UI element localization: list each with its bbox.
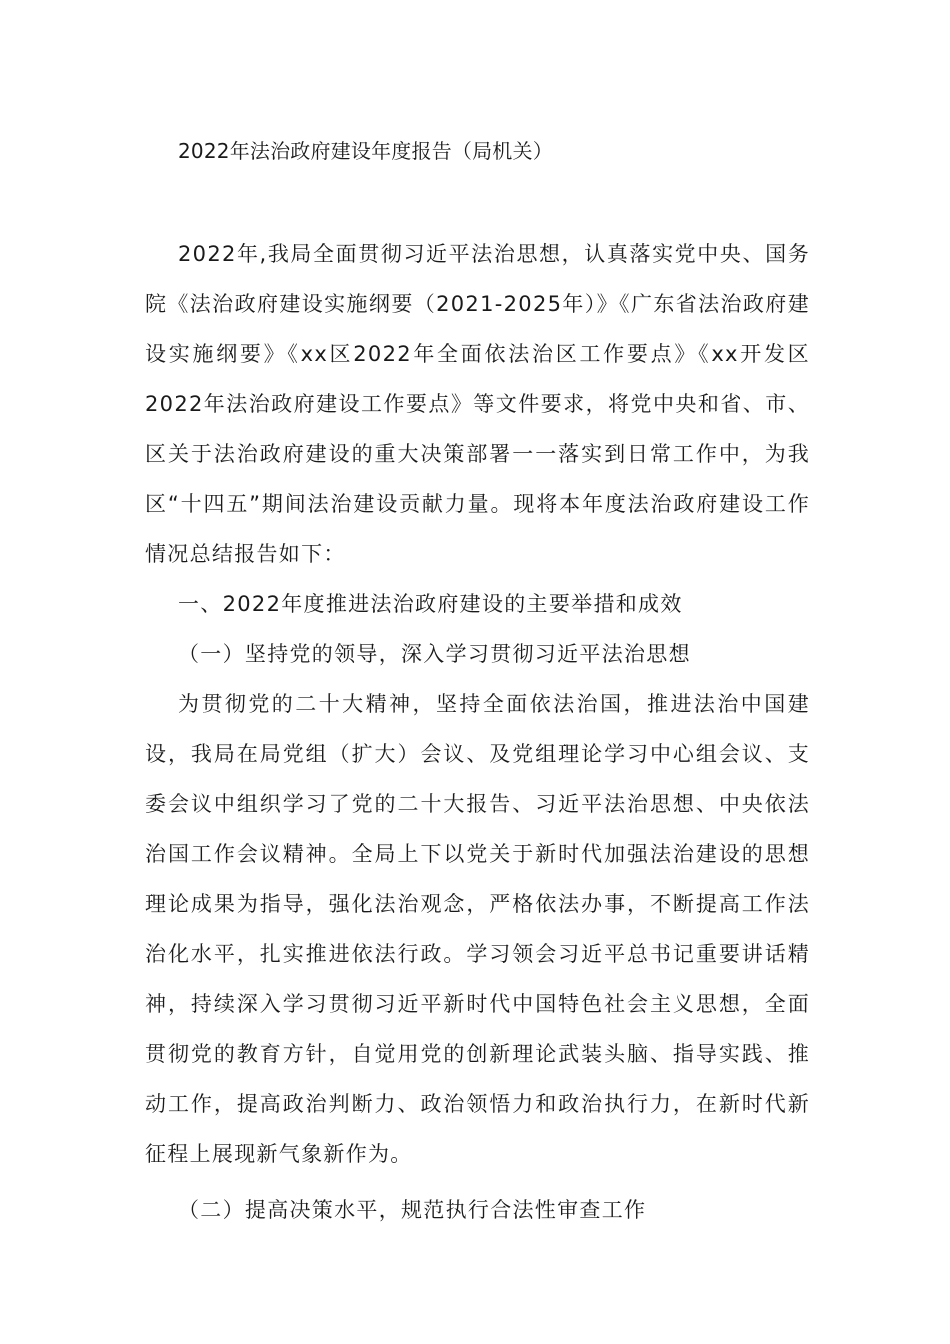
section-heading-1: 一、2022年度推进法治政府建设的主要举措和成效 <box>178 592 683 616</box>
subsection-heading-2: （二）提高决策水平，规范执行合法性审查工作 <box>178 1198 647 1222</box>
body-paragraph: 为贯彻党的二十大精神，坚持全面依法治国，推进法治中国建设，我局在局党组（扩大）会议、及党组理论学习中心组会议、支委会议中组织学习了党的二十大报告、习近平法治思想、中央依法治国工作会议精神。全局上下以党关于新时代加强法治建设的思想理论成果为指导，强化法治观念，严格依法办事，不断提高工作法治化水平，扎实推进依法行政。学习领会习近平总书记重要讲话精神，持续深入学习贯彻习近平新时代中国特色社会主义思想，全面贯彻党的教育方针，自觉用党的创新理论武装头脑、指导实践、推动工作，提高政治判断力、政治领悟力和政治执行力，在新时代新征程上展现新气象新作为。 <box>145 692 810 1166</box>
subsection-heading-1: （一）坚持党的领导，深入学习贯彻习近平法治思想 <box>178 642 691 666</box>
document-body <box>145 229 810 1235</box>
intro-paragraph: 2022年,我局全面贯彻习近平法治思想，认真落实党中央、国务院《法治政府建设实施纲要（2021-2025年）》《广东省法治政府建设实施纲要》《xx区2022年全面依法治区工作要点》《xx开发区2022年法治政府建设工作要点》等文件要求，将党中央和省、市、区关于法治政府建设的重大决策部署一一落实到日常工作中，为我区“十四五”期间法治建设贡献力量。现将本年度法治政府建设工作情况总结报告如下： <box>145 242 810 566</box>
document-title: 2022年法治政府建设年度报告（局机关） <box>178 139 553 163</box>
